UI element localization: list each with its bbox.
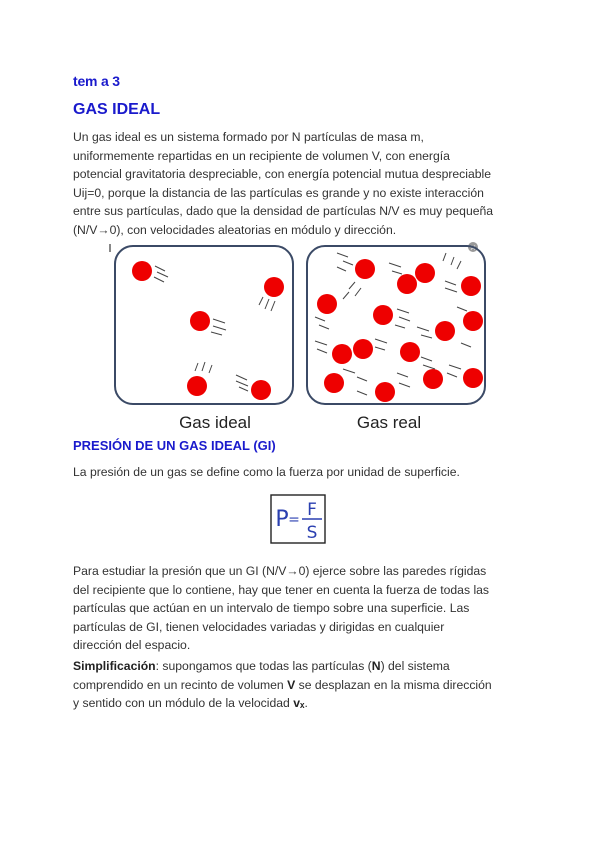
gas-comparison-figure <box>105 241 493 436</box>
formula-lhs: P <box>275 507 289 532</box>
pressure-formula <box>270 494 326 544</box>
ideal-gas-label: Gas ideal <box>179 413 251 432</box>
topic-number: tem a 3 <box>73 73 120 89</box>
text-run: ) del sistema <box>380 659 450 673</box>
paragraph-line <box>73 676 533 695</box>
real-gas-particles <box>317 259 483 402</box>
ideal-gas-particles <box>132 261 284 400</box>
paragraph-line: partículas de GI, tienen velocidades variadas y dirigidas en cualquier <box>73 619 445 634</box>
svg-text:×: × <box>469 243 477 252</box>
intro-paragraph <box>73 128 533 239</box>
paragraph-line: dirección del espacio. <box>73 638 191 652</box>
paragraph-line <box>73 657 533 676</box>
paragraph-line: del recipiente que lo contiene, hay que tener en cuenta la fuerza de todas las <box>73 582 490 597</box>
formula-numerator: F <box>307 500 317 520</box>
formula-equals: = <box>288 512 300 528</box>
intro-line: entre sus partículas, dado que la densidad de partículas N/V es muy pequeña <box>73 204 494 218</box>
text-run: . <box>304 696 308 710</box>
simplification-label: Simplificación <box>73 659 156 673</box>
rigid-walls-paragraph <box>73 562 533 655</box>
intro-line: uniformemente repartidas en un recipiente de volumen V, con energía <box>73 148 450 163</box>
text-run: se desplazan en la misma dirección <box>295 677 492 692</box>
text-run: y sentido con un módulo de la velocidad <box>73 696 294 710</box>
intro-line: Un gas ideal es un sistema formado por N partículas de masa m, <box>73 130 424 144</box>
intro-line: potencial gravitatoria despreciable, con energía potencial mutua despreciable <box>73 167 492 181</box>
pressure-definition: La presión de un gas se define como la fuerza por unidad de superficie. <box>73 465 460 479</box>
symbol-n: N <box>371 659 381 673</box>
paragraph-line: Para estudiar la presión que un GI (N/V→0) ejerce sobre las paredes rígidas <box>73 564 487 578</box>
section-heading-pressure: PRESIÓN DE UN GAS IDEAL (GI) <box>73 438 276 453</box>
ideal-gas-motion-lines <box>154 266 275 391</box>
paragraph-line <box>73 694 533 713</box>
symbol-v: V <box>287 677 296 692</box>
symbol-vx: vₓ <box>293 696 305 710</box>
intro-line: (N/V→0), con velocidades aleatorias en módulo y dirección. <box>73 222 397 237</box>
text-run: : supongamos que todas las partículas ( <box>155 659 372 673</box>
text-run: comprendido en un recinto de volumen <box>73 677 288 692</box>
page-title: GAS IDEAL <box>73 101 161 118</box>
real-gas-label: Gas real <box>356 413 422 432</box>
paragraph-line: partículas que actúan en un intervalo de tiempo sobre una superficie. Las <box>73 601 470 615</box>
formula-denominator: S <box>306 523 318 543</box>
simplification-paragraph <box>73 657 533 713</box>
intro-line: Uij=0, porque la distancia de las partículas es grande y no existe interacción <box>73 185 484 200</box>
